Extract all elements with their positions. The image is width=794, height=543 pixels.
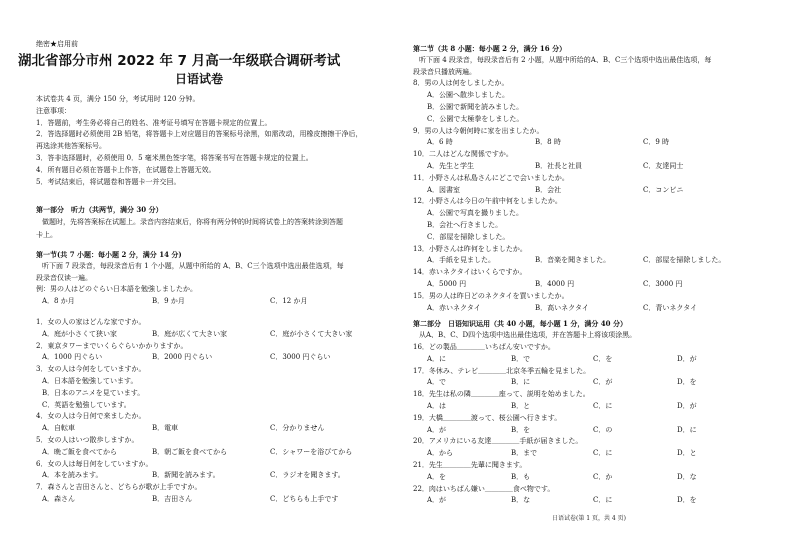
question-text: 20．アメリカにいる友達＿＿＿＿手紙が届きました。 — [413, 437, 583, 446]
question-text: 12．小野さんは今日の午前中何をしましたか。 — [413, 197, 562, 206]
question-text: 7．森さんと吉田さんと、どちらが歌が上手ですか。 — [36, 483, 202, 492]
part2-intro: 从A、B、C、D四个选项中选出最佳选项，并在答题卡上将该项涂黑。 — [419, 331, 637, 340]
question-text: 5．女の人はいつ散歩しますか。 — [36, 436, 139, 444]
question-option: A．が — [427, 496, 447, 505]
question-text: 13．小野さんは昨何をしましたか。 — [413, 244, 527, 253]
question-option: C．英語を勉強しています。 — [42, 400, 131, 409]
instruction-line: 2．答选择题时必须使用 2B 铅笔，将答题卡上对应题目的答案标号涂黑，如需改动，用橡皮擦擦干净后， — [36, 130, 363, 139]
question-option: C．に — [593, 449, 613, 458]
question-option: D．を — [677, 378, 697, 387]
question-option: C．に — [593, 402, 613, 410]
question-option: C．青いネクタイ — [643, 303, 698, 312]
question-option: B．に — [511, 378, 531, 387]
page-footer: 日语试卷(第 1 页，共 4 页) — [552, 515, 626, 522]
part1-heading: 第一部分 听力（共两节，满分 30 分） — [36, 205, 163, 214]
question-text: 1．女の人の家はどんな家ですか。 — [36, 318, 146, 326]
question-text: 8．男の人は何をしましたか。 — [413, 79, 509, 88]
instruction-line: 1．答题前，考生务必将自己的姓名、准考证号填写在答题卡规定的位置上。 — [36, 118, 272, 127]
question-option: B．会社 — [535, 185, 562, 194]
question-option: A．は — [427, 402, 447, 410]
question-option: A．1000 円ぐらい — [42, 353, 103, 362]
question-option: A．手紙を見ました。 — [427, 256, 496, 265]
instruction-line: 再选涂其他答案标号。 — [36, 142, 106, 151]
question-text: 19．大橋＿＿＿＿渡って、桜公園へ行きます。 — [413, 413, 562, 422]
question-option: A．から — [427, 449, 454, 458]
part2-heading: 第二部分 日语知识运用（共 40 小题，每小题 1 分，满分 40 分） — [413, 319, 627, 329]
question-option: B．庭が広くて大きい家 — [152, 329, 228, 338]
instruction-line: 4．所有题目必须在答题卡上作答，在试题卷上答题无效。 — [36, 165, 216, 174]
question-option: B．4000 円 — [535, 280, 575, 288]
question-option: C．部屋を掃除しました。 — [427, 232, 510, 241]
question-option: A．先生と学生 — [427, 162, 475, 170]
example-option: C．12 か月 — [270, 297, 308, 306]
question-option: B．会社へ行きました。 — [427, 221, 503, 229]
question-option: C．を — [593, 354, 613, 363]
question-option: C．シャワーを浴びてから — [270, 447, 353, 456]
exam-subtitle: 日语试卷 — [175, 72, 224, 86]
question-option: C．に — [593, 496, 613, 505]
question-option: D．と — [677, 449, 697, 458]
question-option: B．高いネクタイ — [535, 303, 589, 312]
question-option: C．3000 円 — [643, 280, 683, 288]
question-text: 17．冬休み、テレビ＿＿＿＿北京冬季五輪を見ました。 — [413, 366, 591, 375]
secret-label: 绝密★启用前 — [36, 40, 78, 48]
question-text: 10．二人はどんな関係ですか。 — [413, 150, 513, 159]
question-option: A．公園へ散歩しました。 — [427, 91, 510, 100]
question-option: D．を — [677, 496, 697, 505]
question-option: C．公園で太極拳をしました。 — [427, 114, 524, 123]
question-option: D．が — [677, 402, 697, 410]
question-option: A．自転車 — [42, 424, 76, 433]
question-option: B．な — [511, 496, 531, 505]
question-option: A．図書室 — [427, 185, 461, 194]
question-option: B．電車 — [152, 424, 179, 433]
question-option: B．で — [511, 354, 531, 363]
question-option: B．日本のアニメを見ています。 — [42, 388, 145, 397]
question-option: C．部屋を掃除しました。 — [643, 256, 726, 265]
example-question: 例：男の人はどのぐらい日本語を勉強しましたか。 — [36, 285, 197, 294]
part1-intro: 卡上。 — [36, 230, 57, 239]
question-option: C．か — [593, 472, 613, 481]
example-option: B．9 か月 — [152, 297, 185, 306]
instruction-line: 注意事项： — [36, 106, 71, 115]
question-option: C．3000 円ぐらい — [270, 353, 331, 362]
question-option: D．な — [677, 472, 697, 481]
question-option: B．を — [511, 425, 531, 434]
section1-intro: 听下面 7 段录音，每段录音后有 1 个小题，从题中所给的 A、B、C三个选项中选出最佳选项，每 — [42, 261, 344, 270]
instruction-line: 本试卷共 4 页，满分 150 分，考试用时 120 分钟。 — [36, 95, 200, 103]
question-option: A．公園で写真を撮りました。 — [427, 209, 524, 218]
question-option: C．庭が小さくて大きい家 — [270, 329, 353, 338]
question-text: 21．先生＿＿＿＿先輩に聞きます。 — [413, 461, 527, 469]
instruction-line: 5．考试结束后，将试题卷和答题卡一并交回。 — [36, 177, 181, 186]
exam-title: 湖北省部分市州 2022 年 7 月高一年级联合调研考试 — [18, 53, 341, 69]
question-option: A．日本語を勉強しています。 — [42, 377, 138, 385]
question-option: D．に — [677, 425, 697, 434]
question-option: A．森さん — [42, 495, 76, 503]
question-option: C．ラジオを聞きます。 — [270, 471, 345, 480]
question-option: B．新聞を読みます。 — [152, 471, 220, 480]
question-option: A．6 時 — [427, 138, 453, 147]
question-option: C．の — [593, 425, 613, 434]
section2-heading: 第二节（共 8 小题：每小题 2 分，满分 16 分） — [413, 44, 567, 53]
part1-intro: 做题时，先将答案标在试题上。录音内容结束后，你将有两分钟的时间将试卷上的答案转涂到答题 — [42, 217, 343, 226]
section2-intro: 段录音只播放两遍。 — [413, 67, 476, 76]
question-option: A．に — [427, 354, 447, 363]
question-option: A．本を読みます。 — [42, 471, 103, 480]
question-option: A．晩ご飯を食べてから — [42, 447, 118, 456]
question-text: 18．先生は私の隣＿＿＿＿座って、説明を始めました。 — [413, 390, 590, 399]
question-option: A．赤いネクタイ — [427, 303, 481, 312]
question-option: C．分かりません — [270, 424, 325, 433]
question-text: 4．女の人は今日何で来ましたか。 — [36, 412, 146, 421]
question-option: B．音楽を聞きました。 — [535, 256, 611, 265]
question-text: 15．男の人は昨日どのネクタイを買いましたか。 — [413, 291, 569, 300]
question-option: A．で — [427, 378, 447, 387]
question-option: B．吉田さん — [152, 495, 193, 503]
section1-intro: 段录音仅读一遍。 — [36, 273, 92, 282]
question-option: B．社長と社員 — [535, 162, 583, 170]
question-text: 22．肉はいちばん嫌い＿＿＿＿食べ物です。 — [413, 484, 555, 493]
question-option: A．庭が小さくて狭い家 — [42, 329, 118, 338]
example-option: A．8 か月 — [42, 297, 75, 306]
question-text: 9．男の人は今朝何時に家を出ましたか。 — [413, 126, 544, 135]
question-text: 3．女の人は今何をしていますか。 — [36, 365, 146, 374]
question-option: C．コンビニ — [643, 185, 684, 194]
question-option: B．8 時 — [535, 138, 561, 147]
question-text: 2．東京タワーまでいくらぐらいかかりますか。 — [36, 341, 188, 350]
question-option: B．2000 円ぐらい — [152, 353, 213, 362]
section2-intro: 听下面 4 段录音，每段录音后有 2 小题，从题中所给的A、B、C三个选项中选出最佳选项，每 — [419, 55, 712, 64]
question-option: C．どちらも上手です — [270, 495, 339, 503]
question-option: C．が — [593, 378, 613, 387]
question-text: 14．赤いネクタイはいくらですか。 — [413, 268, 527, 277]
question-option: B．まで — [511, 449, 538, 458]
question-option: D．が — [677, 354, 697, 363]
instruction-line: 3．答非选择题时，必须使用 0．5 毫米黑色签字笔，将答案书写在答题卡规定的位置上。 — [36, 154, 313, 162]
question-text: 16．どの製品＿＿＿＿いちばん安いですか。 — [413, 343, 555, 351]
question-option: A．5000 円 — [427, 280, 467, 288]
question-text: 11．小野さんは私島さんにどこで会いましたか。 — [413, 173, 569, 182]
question-option: A．が — [427, 425, 447, 434]
section1-heading: 第一节(共 7 小题：每小题 2 分，满分 14 分) — [36, 250, 182, 259]
question-option: B．朝ご飯を食べてから — [152, 447, 228, 456]
question-option: B．公園で新聞を読みました。 — [427, 103, 524, 111]
question-option: B．も — [511, 472, 531, 481]
question-text: 6．女の人は毎日何をしていますか。 — [36, 459, 153, 468]
question-option: A．を — [427, 472, 447, 481]
question-option: C．9 時 — [643, 138, 670, 147]
question-option: B．と — [511, 402, 531, 410]
question-option: C．友達同士 — [643, 162, 684, 170]
